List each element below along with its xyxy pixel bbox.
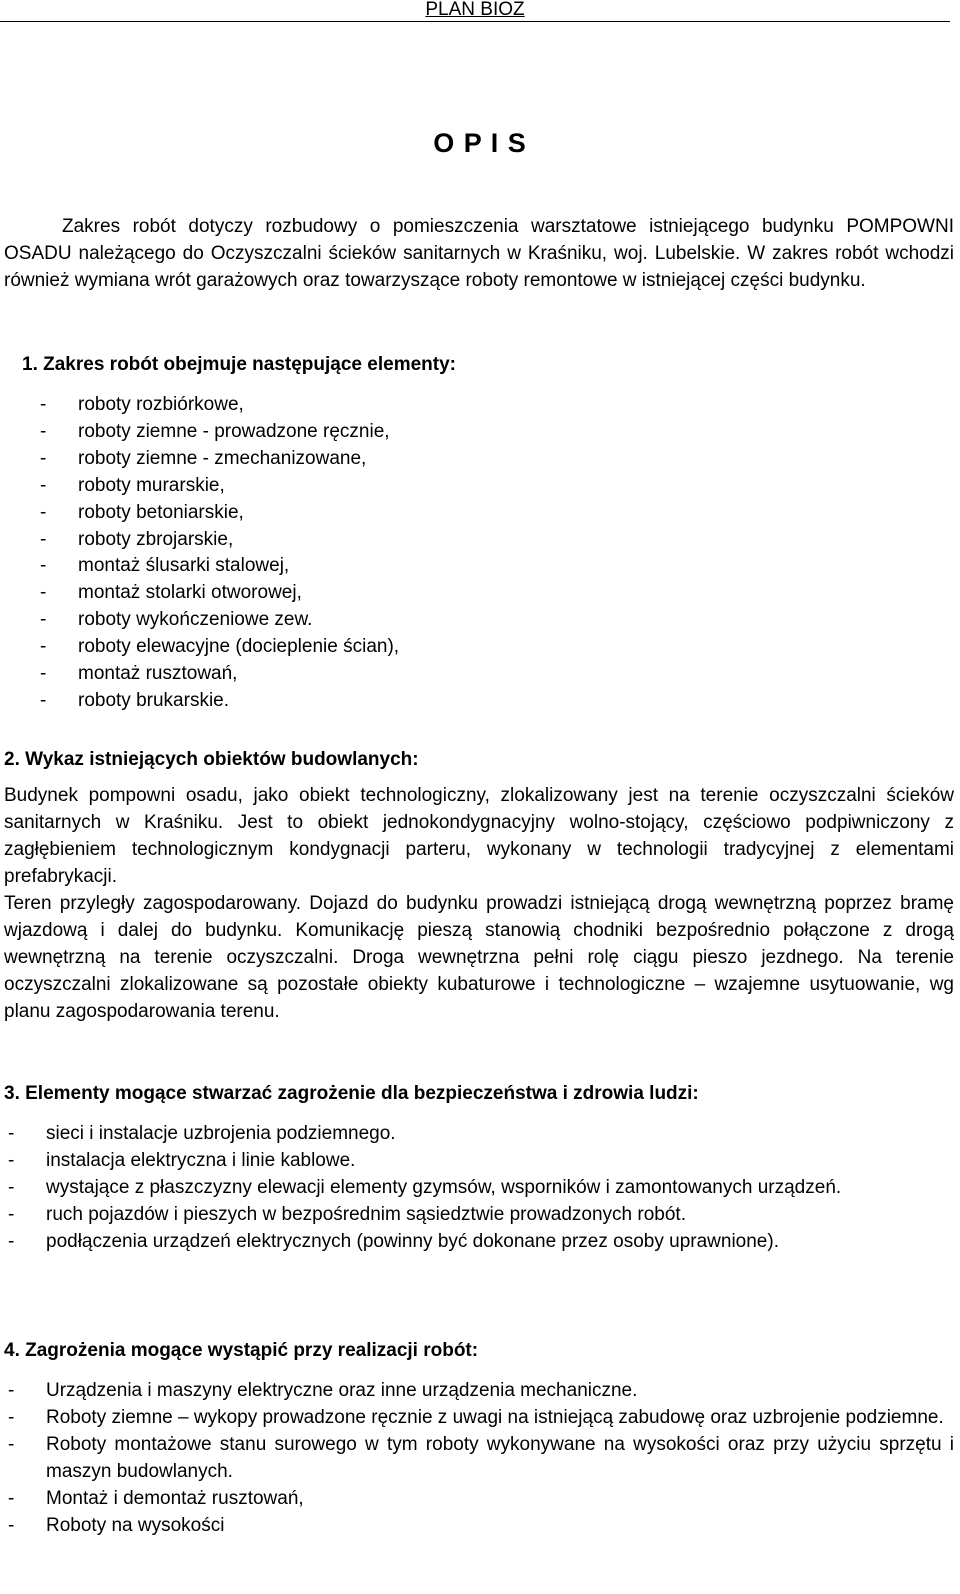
section-2-paragraph-1: Budynek pompowni osadu, jako obiekt technologiczny, zlokalizowany jest na terenie oczyszczalni ścieków sanitarnych w Kraśniku. Jest to obiekt jednokondygnacyjny wolno-stojący, częściowo podpiwniczony z zagłębieniem technologicznym kondygnacji parteru, wykonany w technologii tradycyjnej z elementami prefabrykacji. [4,785,954,887]
list-item: - instalacja elektryczna i linie kablowe. [8,1150,356,1171]
section-3-heading: 3. Elementy mogące stwarzać zagrożenie dla bezpieczeństwa i zdrowia ludzi: [4,1083,699,1104]
page-header [0,0,950,22]
list-item: - roboty ziemne - prowadzone ręcznie, [40,420,390,442]
list-item: - sieci i instalacje uzbrojenia podziemnego. [8,1123,396,1144]
section-2-paragraph-2: Teren przyległy zagospodarowany. Dojazd do budynku prowadzi istniejącą drogą wewnętrzną poprzez bramę wjazdową i dalej do budynku. Komunikację pieszą stanowią chodniki bezpośrednio połączone z drogą wewnętrzną na terenie oczyszczalni. Droga wewnętrzna pełni rolę ciągu pieszo jezdnego. Na terenie oczyszczalni zlokalizowane są pozostałe obiekty kubaturowe i technologiczne – wzajemne usytuowanie, wg planu zagospodarowania terenu. [4,893,954,1022]
document-title: O P I S [433,128,527,158]
list-item: - roboty wykończeniowe zew. [40,609,313,631]
list-item: - Roboty ziemne – wykopy prowadzone ręcznie z uwagi na istniejącą zabudowę oraz uzbrojenie podziemne. [8,1407,944,1428]
intro-paragraph: Zakres robót dotyczy rozbudowy o pomieszczenia warsztatowe istniejącego budynku POMPOWNI OSADU należącego do Oczyszczalni ścieków sanitarnych w Kraśniku, woj. Lubelskie. W zakres robót wchodzi również wymiana wrót garażowych oraz towarzyszące roboty remontowe w istniejącej części budynku. [4,216,954,291]
list-item: - roboty ziemne - zmechanizowane, [40,447,367,469]
list-item: - montaż ślusarki stalowej, [40,555,290,577]
section-3-list [4,1120,954,1255]
list-item: - Roboty montażowe stanu surowego w tym roboty wykonywane na wysokości oraz przy użyciu sprzętu i maszyn budowlanych. [8,1434,954,1482]
list-item: - ruch pojazdów i pieszych w bezpośrednim sąsiedztwie prowadzonych robót. [8,1204,686,1225]
list-item: - Montaż i demontaż rusztowań, [8,1488,304,1509]
list-item: - roboty brukarskie. [40,689,230,711]
section-2-body [4,782,954,1025]
list-item: - roboty murarskie, [40,474,225,496]
header-text: PLAN BIOZ [425,0,525,20]
section-1-heading: 1. Zakres robót obejmuje następujące elementy: [22,354,456,375]
list-item: - roboty elewacyjne (docieplenie ścian), [40,636,400,658]
section-4-heading: 4. Zagrożenia mogące wystąpić przy realizacji robót: [4,1340,479,1361]
list-item: - roboty zbrojarskie, [40,528,234,550]
section-4-list [4,1377,954,1539]
list-item: - wystające z płaszczyzny elewacji elementy gzymsów, wsporników i zamontowanych urządzeń. [8,1177,842,1198]
section-2-heading: 2. Wykaz istniejących obiektów budowlanych: [4,749,419,770]
list-item: - roboty rozbiórkowe, [40,394,244,415]
list-item: - Roboty na wysokości [8,1515,225,1536]
list-item: - montaż rusztowań, [40,663,238,685]
list-item: - montaż stolarki otworowej, [40,582,302,604]
list-item: - podłączenia urządzeń elektrycznych (powinny być dokonane przez osoby uprawnione). [8,1231,779,1252]
list-item: - Urządzenia i maszyny elektryczne oraz inne urządzenia mechaniczne. [8,1380,638,1401]
section-1-list [40,392,640,715]
list-item: - roboty betoniarskie, [40,501,244,523]
